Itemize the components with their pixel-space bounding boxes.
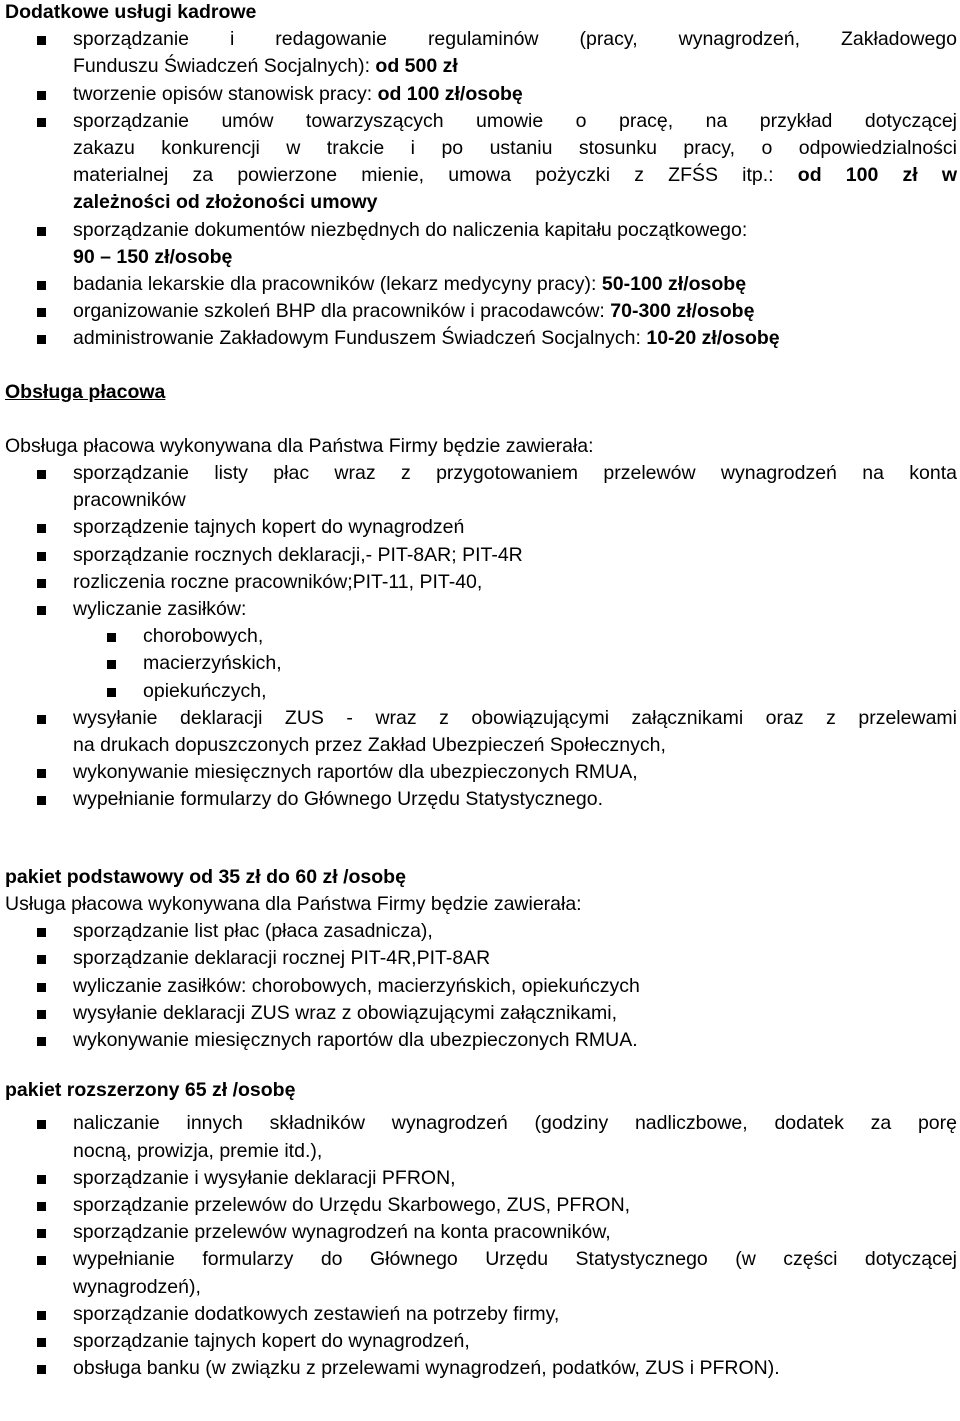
section-heading-pakiet-podstawowy: pakiet podstawowy od 35 zł do 60 zł /osobę <box>5 865 406 888</box>
list-item-text: wynagrodzeń), <box>73 1275 201 1298</box>
list-item-text: macierzyńskich, <box>143 652 282 675</box>
list-item-text: wysyłanie deklaracji ZUS wraz z obowiązującymi załącznikami, <box>73 1001 618 1024</box>
section-heading-pakiet-rozszerzony: pakiet rozszerzony 65 zł /osobę <box>5 1079 296 1102</box>
price-text: od 100 zł w <box>797 164 957 187</box>
list-item-text: wyliczanie zasiłków: chorobowych, macierzyńskich, opiekuńczych <box>73 974 640 997</box>
bullet-square-icon <box>37 955 46 964</box>
bullet-square-icon <box>37 281 46 290</box>
bullet-square-icon <box>37 769 46 778</box>
bullet-square-icon <box>37 1311 46 1320</box>
bullet-square-icon <box>37 796 46 805</box>
bullet-square-icon <box>37 335 46 344</box>
list-item <box>5 786 957 813</box>
list-item <box>5 81 957 108</box>
price-text: 90 – 150 zł/osobę <box>73 245 233 268</box>
list-item-text: wypełnianie formularzy do Głównego Urzędu Statystycznego. <box>73 788 604 811</box>
bullet-square-icon <box>107 633 116 642</box>
list-item-text: sporządzanie przelewów do Urzędu Skarbowego, ZUS, PFRON, <box>73 1193 631 1216</box>
bullet-square-icon <box>37 1175 46 1184</box>
list-item <box>5 945 957 972</box>
list-item-text: tworzenie opisów stanowisk pracy: <box>73 82 373 105</box>
list-item-text: sporządzanie przelewów wynagrodzeń na konta pracowników, <box>73 1221 611 1244</box>
list-item-text: sporządzanie dokumentów niezbędnych do naliczenia kapitału początkowego: <box>73 218 748 241</box>
price-text: od 100 zł/osobę <box>377 82 523 105</box>
list-item-text: badania lekarskie dla pracowników (lekarz medycyny pracy): <box>73 273 597 296</box>
list-item-text: sporządzanie i wysyłanie deklaracji PFRON, <box>73 1166 456 1189</box>
list-item <box>5 569 957 596</box>
list-item-text: sporządzanie listy płac wraz z przygotowaniem przelewów wynagrodzeń na konta <box>73 462 957 485</box>
list-item <box>5 217 957 271</box>
bullet-square-icon <box>37 552 46 561</box>
bullet-square-icon <box>37 1338 46 1347</box>
list-item <box>5 325 957 352</box>
bullet-square-icon <box>37 579 46 588</box>
list-item-text: sporządzenie tajnych kopert do wynagrodzeń <box>73 516 465 539</box>
kadrowe-list <box>5 26 957 352</box>
bullet-square-icon <box>37 606 46 615</box>
list-item <box>5 514 957 541</box>
list-item-text: wypełnianie formularzy do Głównego Urzędu Statystycznego (w części dotyczącej <box>73 1248 957 1271</box>
list-item <box>5 1000 957 1027</box>
list-item-text: opiekuńczych, <box>143 679 267 702</box>
bullet-square-icon <box>37 1202 46 1211</box>
list-item <box>5 1110 957 1164</box>
sub-list-item <box>5 650 957 677</box>
list-item-text: sporządzanie tajnych kopert do wynagrodzeń, <box>73 1329 470 1352</box>
price-text: 70-300 zł/osobę <box>610 300 755 323</box>
list-item-text: wykonywanie miesięcznych raportów dla ubezpieczonych RMUA, <box>73 761 638 784</box>
price-text: zależności od złożoności umowy <box>73 191 378 214</box>
list-item-text: sporządzanie i redagowanie regulaminów (pracy, wynagrodzeń, Zakładowego <box>73 28 957 51</box>
intro-text: Obsługa płacowa wykonywana dla Państwa Firmy będzie zawierała: <box>5 434 594 457</box>
list-item-text: wyliczanie zasiłków: <box>73 598 247 621</box>
list-item <box>5 108 957 217</box>
list-item-text: wykonywanie miesięcznych raportów dla ubezpieczonych RMUA. <box>73 1028 638 1051</box>
bullet-square-icon <box>37 1010 46 1019</box>
bullet-square-icon <box>37 308 46 317</box>
list-item <box>5 1219 957 1246</box>
list-item <box>5 1328 957 1355</box>
placowa-list <box>5 460 957 814</box>
list-item-text: wysyłanie deklaracji ZUS - wraz z obowiązującymi załącznikami oraz z przelewami <box>73 706 957 729</box>
bullet-square-icon <box>37 1365 46 1374</box>
bullet-square-icon <box>37 91 46 100</box>
bullet-square-icon <box>37 524 46 533</box>
sub-list-item <box>5 678 957 705</box>
list-item <box>5 460 957 514</box>
list-item <box>5 1355 957 1382</box>
list-item <box>5 1246 957 1300</box>
list-item-text: sporządzanie dodatkowych zestawień na potrzeby firmy, <box>73 1302 560 1325</box>
bullet-square-icon <box>37 1229 46 1238</box>
list-item-text: sporządzanie list płac (płaca zasadnicza), <box>73 920 433 943</box>
sub-list-item <box>5 623 957 650</box>
list-item-text: organizowanie szkoleń BHP dla pracowników i pracodawców: <box>73 300 605 323</box>
list-item-text: naliczanie innych składników wynagrodzeń (godziny nadliczbowe, dodatek za porę <box>73 1112 957 1135</box>
rozszerzony-list <box>5 1110 957 1382</box>
list-item <box>5 759 957 786</box>
list-item-text: administrowanie Zakładowym Funduszem Świadczeń Socjalnych: <box>73 327 641 350</box>
list-item <box>5 1301 957 1328</box>
list-item-text: zakazu konkurencji w trakcie i po ustaniu stosunku pracy, o odpowiedzialności <box>73 137 957 160</box>
bullet-square-icon <box>107 660 116 669</box>
list-item-text: nocną, prowizja, premie itd.), <box>73 1139 323 1162</box>
list-item <box>5 1027 957 1054</box>
bullet-square-icon <box>37 928 46 937</box>
list-item-text: pracowników <box>73 489 186 512</box>
section-heading-obsluga-placowa: Obsługa płacowa <box>5 380 166 403</box>
list-item-text: na drukach dopuszczonych przez Zakład Ubezpieczeń Społecznych, <box>73 734 666 757</box>
bullet-square-icon <box>37 1256 46 1265</box>
list-item-text: rozliczenia roczne pracowników;PIT-11, PIT-40, <box>73 570 483 593</box>
bullet-square-icon <box>37 36 46 45</box>
list-item <box>5 973 957 1000</box>
list-item-text: obsługa banku (w związku z przelewami wynagrodzeń, podatków, ZUS i PFRON). <box>73 1357 780 1380</box>
list-item-text: sporządzanie rocznych deklaracji,- PIT-8AR; PIT-4R <box>73 543 523 566</box>
bullet-square-icon <box>37 715 46 724</box>
list-item <box>5 918 957 945</box>
bullet-square-icon <box>37 983 46 992</box>
podstawowy-list <box>5 918 957 1054</box>
list-item-text: Funduszu Świadczeń Socjalnych): <box>73 55 370 78</box>
price-text: od 500 zł <box>375 55 458 78</box>
intro-text: Usługa płacowa wykonywana dla Państwa Firmy będzie zawierała: <box>5 892 582 915</box>
list-item <box>5 596 957 623</box>
list-item-text: materialnej za powierzone mienie, umowa pożyczki z ZFŚS itp.: <box>73 164 774 187</box>
bullet-square-icon <box>37 470 46 479</box>
bullet-square-icon <box>107 688 116 697</box>
list-item-text: chorobowych, <box>143 625 264 648</box>
list-item-text: sporządzanie umów towarzyszących umowie o pracę, na przykład dotyczącej <box>73 109 957 132</box>
price-text: 50-100 zł/osobę <box>601 273 747 296</box>
bullet-square-icon <box>37 1037 46 1046</box>
document-page <box>5 0 957 1382</box>
list-item <box>5 1165 957 1192</box>
list-item <box>5 271 957 298</box>
list-item <box>5 26 957 80</box>
list-item <box>5 705 957 759</box>
price-text: 10-20 zł/osobę <box>646 327 780 350</box>
bullet-square-icon <box>37 1120 46 1129</box>
section-heading-kadrowe: Dodatkowe usługi kadrowe <box>5 1 257 23</box>
list-item <box>5 1192 957 1219</box>
bullet-square-icon <box>37 227 46 236</box>
list-item-text: sporządzanie deklaracji rocznej PIT-4R,PIT-8AR <box>73 947 491 970</box>
list-item <box>5 298 957 325</box>
bullet-square-icon <box>37 118 46 127</box>
list-item <box>5 542 957 569</box>
